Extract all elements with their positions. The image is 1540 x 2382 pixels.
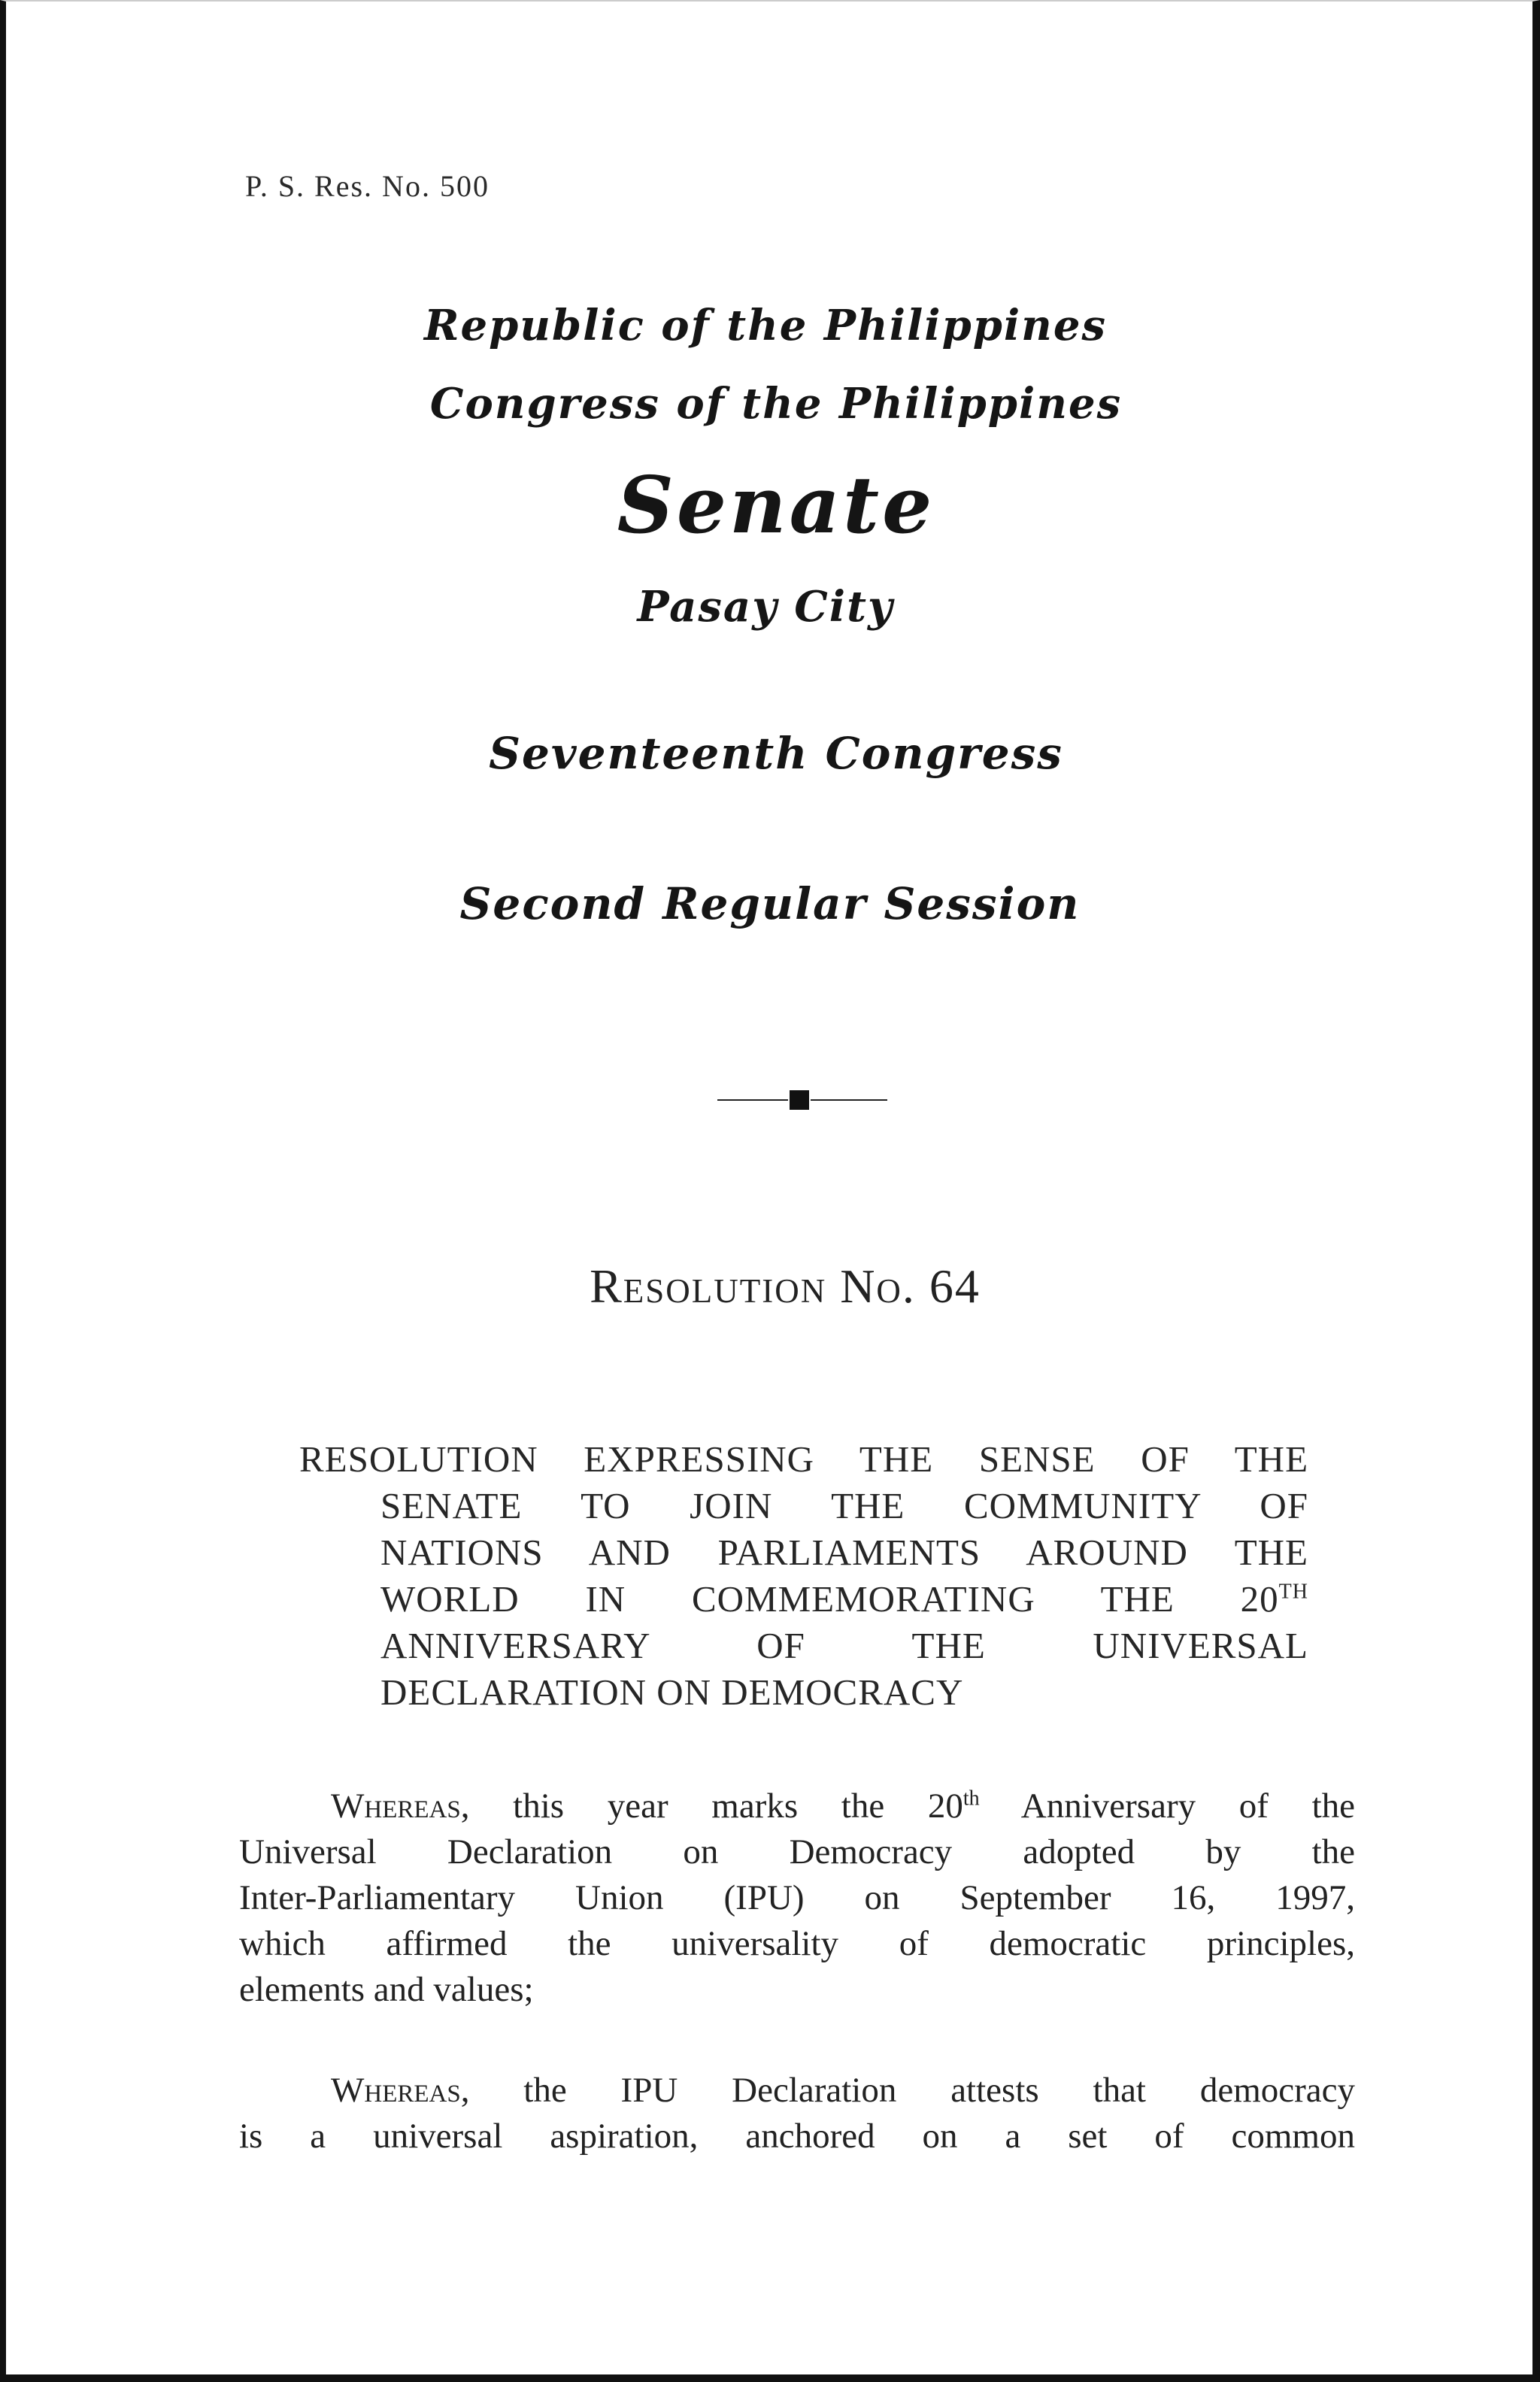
- whereas-label: Whereas,: [331, 1787, 470, 1826]
- paragraph-line: is a universal aspiration, anchored on a set of common: [239, 2117, 1355, 2156]
- resolution-title: [299, 1436, 1308, 1716]
- title-line: DECLARATION ON DEMOCRACY: [380, 1671, 964, 1713]
- divider-ornament: [717, 1087, 887, 1113]
- title-superscript: TH: [1278, 1580, 1308, 1604]
- header-congress-of-philippines: Congress of the Philippines: [429, 379, 1123, 429]
- whereas-paragraph-2: [239, 2068, 1355, 2159]
- title-line: RESOLUTION EXPRESSING THE SENSE OF THE: [299, 1438, 1308, 1480]
- header-session: Second Regular Session: [459, 878, 1081, 929]
- paragraph-line: Inter-Parliamentary Union (IPU) on September 16, 1997,: [239, 1878, 1355, 1917]
- whereas-label: Whereas,: [331, 2071, 470, 2110]
- paragraph-text: the IPU Declaration attests that democracy: [523, 2071, 1355, 2110]
- title-line: NATIONS AND PARLIAMENTS AROUND THE: [380, 1532, 1308, 1573]
- header-republic: Republic of the Philippines: [423, 301, 1108, 350]
- title-line: [299, 1576, 1308, 1623]
- title-line-text: WORLD IN COMMEMORATING THE 20: [380, 1578, 1279, 1620]
- paragraph-line: elements and values;: [239, 1970, 534, 2009]
- header-congress-number: Seventeenth Congress: [489, 728, 1063, 779]
- header-senate: Senate: [617, 459, 935, 551]
- paragraph-line: Universal Declaration on Democracy adopted by the: [239, 1832, 1355, 1871]
- paragraph-line: which affirmed the universality of democratic principles,: [239, 1924, 1355, 1963]
- divider-line-left: [717, 1099, 788, 1101]
- paragraph-text: this year marks the 20: [513, 1787, 963, 1826]
- divider-square: [790, 1090, 809, 1110]
- divider-line-right: [811, 1099, 887, 1101]
- resolution-number: Resolution No. 64: [590, 1259, 981, 1313]
- header-city: Pasay City: [637, 582, 894, 632]
- paragraph-line: [239, 2068, 1355, 2114]
- paragraph-line: [239, 1783, 1355, 1829]
- superscript: th: [962, 1787, 980, 1811]
- paragraph-text: Anniversary of the: [1020, 1787, 1356, 1826]
- whereas-paragraph-1: [239, 1783, 1355, 2013]
- document-id: P. S. Res. No. 500: [245, 169, 490, 203]
- title-line: SENATE TO JOIN THE COMMUNITY OF: [380, 1485, 1308, 1526]
- title-line: ANNIVERSARY OF THE UNIVERSAL: [380, 1625, 1308, 1666]
